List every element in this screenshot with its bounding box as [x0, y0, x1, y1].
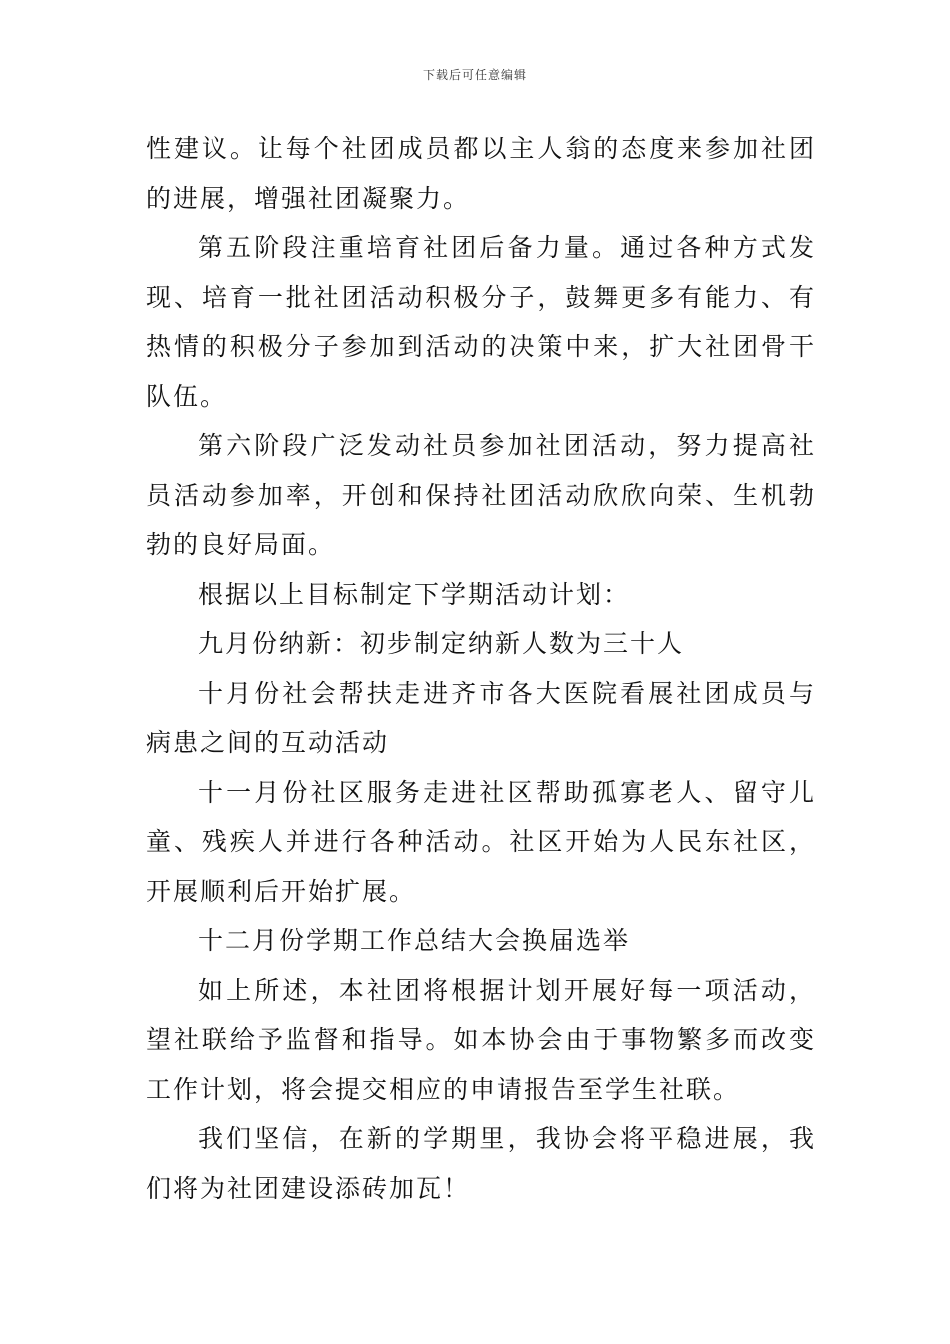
paragraph-november: 十一月份社区服务走进社区帮助孤寡老人、留守儿童、残疾人并进行各种活动。社区开始为人民东社区，开展顺利后开始扩展。	[146, 777, 816, 906]
paragraph-summary: 如上所述，本社团将根据计划开展好每一项活动，望社联给予监督和指导。如本协会由于事物繁多而改变工作计划，将会提交相应的申请报告至学生社联。	[146, 975, 816, 1104]
paragraph-closing: 我们坚信，在新的学期里，我协会将平稳进展，我们将为社团建设添砖加瓦！	[146, 1124, 816, 1203]
document-body	[146, 124, 816, 1213]
paragraph-stage-five: 第五阶段注重培育社团后备力量。通过各种方式发现、培育一批社团活动积极分子，鼓舞更多有能力、有热情的积极分子参加到活动的决策中来，扩大社团骨干队伍。	[146, 233, 816, 411]
paragraph-continuation: 性建议。让每个社团成员都以主人翁的态度来参加社团的进展，增强社团凝聚力。	[146, 134, 816, 213]
header-note: 下载后可任意编辑	[422, 68, 527, 82]
paragraph-stage-six: 第六阶段广泛发动社员参加社团活动，努力提高社员活动参加率，开创和保持社团活动欣欣向荣、生机勃勃的良好局面。	[146, 431, 816, 559]
paragraph-september: 九月份纳新：初步制定纳新人数为三十人	[198, 629, 685, 658]
paragraph-december: 十二月份学期工作总结大会换届选举	[198, 926, 631, 955]
paragraph-plan-intro: 根据以上目标制定下学期活动计划：	[198, 579, 631, 609]
paragraph-october: 十月份社会帮扶走进齐市各大医院看展社团成员与病患之间的互动活动	[146, 678, 816, 757]
